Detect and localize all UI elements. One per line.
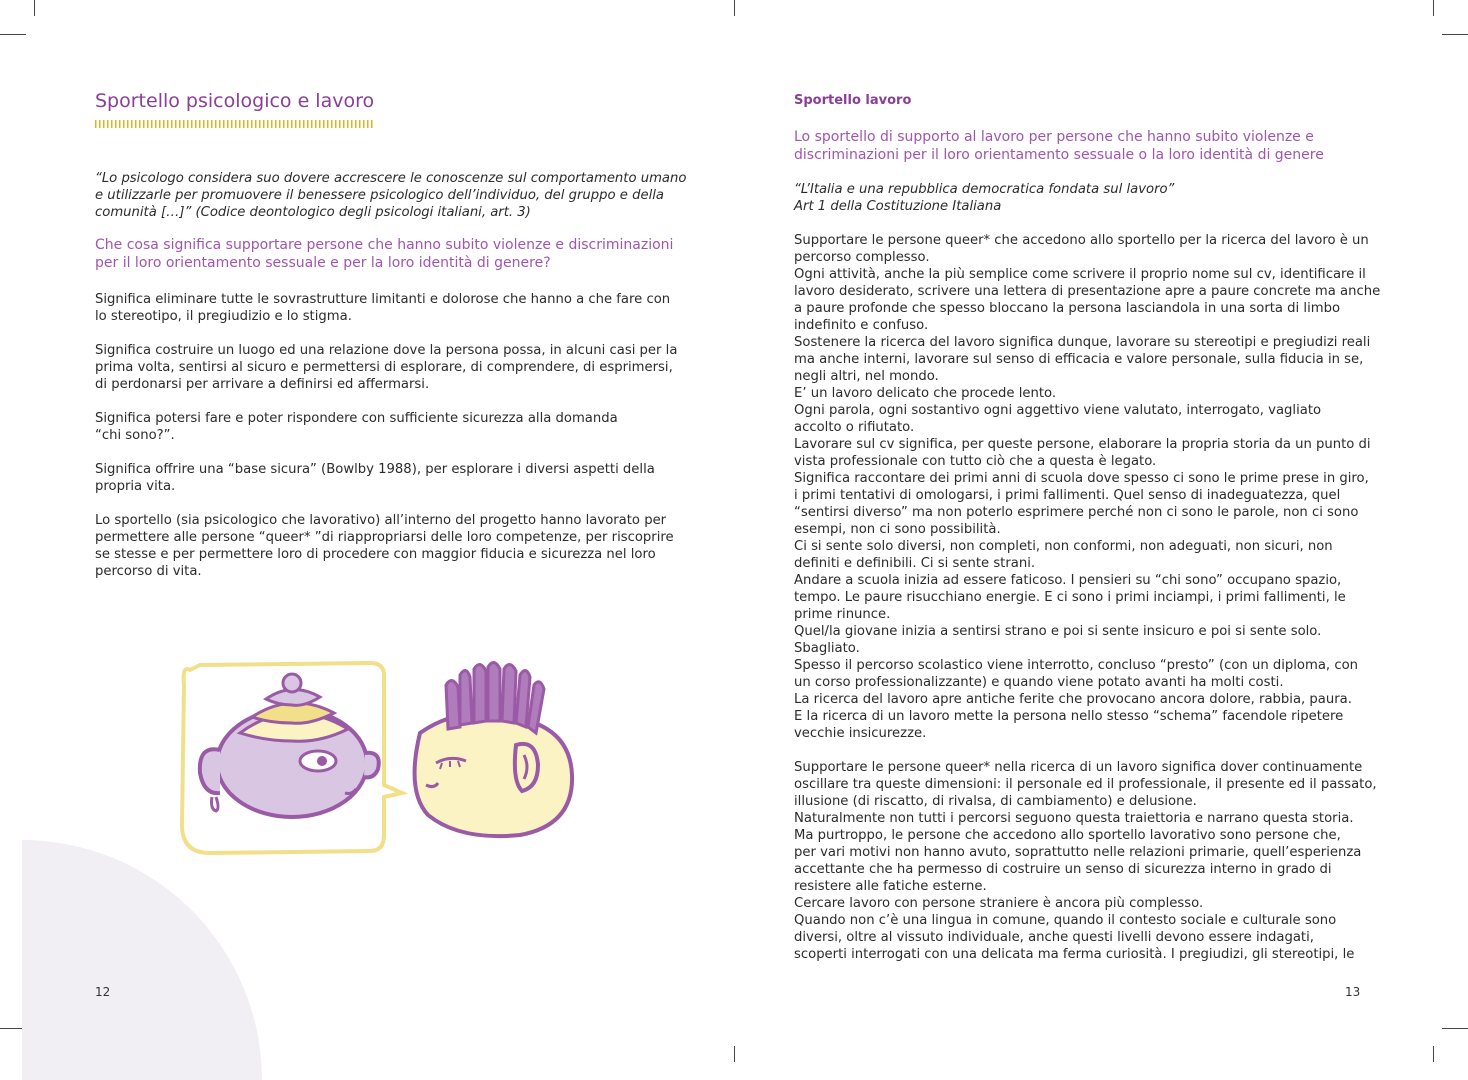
text-line: un corso professionalizzante) e quando viene potato avanti ha molti costi.: [794, 675, 1284, 690]
text-line: Ci si sente solo diversi, non completi, non conformi, non adeguati, non sicuri, non: [794, 539, 1333, 554]
page-number: 13: [1345, 985, 1361, 999]
epigraph: “L’Italia e una repubblica democratica fondata sul lavoro” Art 1 della Costituzione Italiana: [794, 182, 1175, 214]
text-line: ma anche interni, lavorare sul senso di efficacia e valore personale, sulla fiducia in se,: [794, 352, 1364, 367]
body-text-block-1: [794, 232, 1380, 742]
two-faces-illustration: [170, 655, 590, 865]
text-line: resistere alle fatiche esterne.: [794, 879, 987, 894]
paragraph: Significa costruire un luogo ed una relazione dove la persona possa, in alcuni casi per la prima volta, sentirsi al sicuro e permettersi di esplorare, di comprendere, di esprimersi, di perdonarsi per arrivare a definirsi ed affermarsi.: [95, 343, 678, 392]
section-heading: Lo sportello di supporto al lavoro per persone che hanno subito violenze e discriminazioni per il loro orientamento sessuale o la loro identità di genere: [794, 129, 1324, 163]
text-line: scoperti interrogati con una delicata ma ferma curiosità. I pregiudizi, gli stereotipi, le: [794, 947, 1355, 962]
text-line: a paure profonde che spesso bloccano la persona lasciandola in una sorta di limbo: [794, 301, 1341, 316]
text-line: esempi, non ci sono possibilità.: [794, 522, 1001, 537]
text-line: vista professionale con tutto ciò che a questa è legato.: [794, 454, 1157, 469]
decorative-blob: [22, 840, 262, 1080]
text-line: Sostenere la ricerca del lavoro significa dunque, lavorare su stereotipi e pregiudizi reali: [794, 335, 1371, 350]
text-line: percorso complesso.: [794, 250, 930, 265]
text-line: Significa raccontare dei primi anni di scuola dove spesso ci sono le prime prese in giro,: [794, 471, 1369, 486]
text-line: diversi, oltre al vissuto individuale, anche questi livelli devono essere indagati,: [794, 930, 1314, 945]
text-line: Supportare le persone queer* nella ricerca di un lavoro significa dover continuamente: [794, 760, 1363, 775]
text-line: Supportare le persone queer* che accedono allo sportello per la ricerca del lavoro è un: [794, 233, 1369, 248]
text-line: illusione (di riscatto, di rivalsa, di cambiamento) e delusione.: [794, 794, 1197, 809]
text-line: accolto o rifiutato.: [794, 420, 915, 435]
text-line: Quando non c’è una lingua in comune, quando il contesto sociale e culturale sono: [794, 913, 1337, 928]
left-ear: [200, 749, 220, 793]
text-line: tempo. Le paure risucchiano energie. E ci sono i primi inciampi, i primi fallimenti, le: [794, 590, 1346, 605]
text-line: Spesso il percorso scolastico viene interrotto, concluso “presto” (con un diploma, con: [794, 658, 1358, 673]
page-title: Sportello psicologico e lavoro: [95, 90, 375, 112]
text-line: Ma purtroppo, le persone che accedono allo sportello lavorativo sono persone che,: [794, 828, 1341, 843]
text-line: oscillare tra queste dimensioni: il personale ed il professionale, il presente ed il passato,: [794, 777, 1377, 792]
text-line: Ogni parola, ogni sostantivo ogni aggettivo viene valutato, interrogato, vagliato: [794, 403, 1322, 418]
paragraph: Significa offrire una “base sicura” (Bowlby 1988), per esplorare i diversi aspetti della propria vita.: [95, 462, 655, 494]
right-page: [734, 0, 1468, 1062]
hair-spike: [488, 662, 500, 721]
hair-spike: [474, 664, 486, 723]
title-underline-ruler: [95, 120, 375, 128]
section-label: Sportello lavoro: [794, 93, 912, 108]
hair-spike: [460, 670, 472, 725]
text-line: Sbagliato.: [794, 641, 860, 656]
text-line: Quel/la giovane inizia a sentirsi strano e poi si sente insicuro e poi si sente solo.: [794, 624, 1322, 639]
text-line: “sentirsi diverso” ma non poterlo esprimere perché non ci sono le parole, non ci sono: [794, 505, 1359, 520]
hair-spike: [502, 664, 516, 723]
page-number: 12: [95, 985, 111, 999]
text-line: lavoro desiderato, scrivere una lettera di presentazione apre a paure concrete ma anche: [794, 284, 1381, 299]
text-line: E la ricerca di un lavoro mette la persona nello stesso “schema” facendole ripetere: [794, 709, 1344, 724]
text-line: La ricerca del lavoro apre antiche ferite che provocano ancora dolore, rabbia, paura.: [794, 692, 1352, 707]
text-line: i primi tentativi di omologarsi, i primi fallimenti. Quel senso di inadeguatezza, quel: [794, 488, 1341, 503]
text-line: Lavorare sul cv significa, per queste persone, elaborare la propria storia da un punto di: [794, 437, 1371, 452]
right-face: [415, 713, 573, 836]
paragraph: Lo sportello (sia psicologico che lavorativo) all’interno del progetto hanno lavorato per permettere alle persone “queer* ”di riappropriarsi delle loro competenze, per riscoprire se stesse e per permettere loro di procedere con maggior fiducia e sicurezza nel loro percorso di vita.: [95, 513, 674, 579]
text-line: Andare a scuola inizia ad essere faticoso. I pensieri su “chi sono” occupano spazio,: [794, 573, 1342, 588]
hair-spike: [446, 680, 460, 729]
text-line: Naturalmente non tutti i percorsi seguono questa traiettoria e narrano questa storia.: [794, 811, 1354, 826]
text-line: indefinito e confuso.: [794, 318, 929, 333]
text-line: vecchie insicurezze.: [794, 726, 927, 741]
text-line: E’ un lavoro delicato che procede lento.: [794, 386, 1057, 401]
body-text-block-2: [794, 759, 1377, 963]
paragraph: Significa eliminare tutte le sovrastrutture limitanti e dolorose che hanno a che fare con lo stereotipo, il pregiudizio e lo stigma.: [95, 292, 671, 324]
paragraph: Significa potersi fare e poter rispondere con sufficiente sicurezza alla domanda “chi sono?”.: [95, 411, 618, 443]
text-line: Cercare lavoro con persone straniere è ancora più complesso.: [794, 896, 1204, 911]
left-page: [0, 0, 734, 1062]
hair: [446, 662, 544, 733]
text-line: prime rinunce.: [794, 607, 891, 622]
intro-quote: “Lo psicologo considera suo dovere accrescere le conoscenze sul comportamento umano e utilizzarle per promuovere il benessere psicologico dell’individuo, del gruppo e della comunità […]” (Codice deontologico degli psicologi italiani, art. 3): [95, 171, 687, 220]
pupil: [317, 756, 327, 766]
text-line: Ogni attività, anche la più semplice come scrivere il proprio nome sul cv, identificare il: [794, 267, 1366, 282]
turban-top: [283, 674, 301, 692]
question-heading: Che cosa significa supportare persone che hanno subito violenze e discriminazioni per il loro orientamento sessuale e per la loro identità di genere?: [95, 237, 674, 271]
text-line: accettante che ha permesso di costruire un senso di sicurezza interno in grado di: [794, 862, 1332, 877]
text-line: per vari motivi non hanno avuto, soprattutto nelle relazioni primarie, quell’esperienza: [794, 845, 1362, 860]
text-line: definiti e definibili. Ci si sente strani.: [794, 556, 1036, 571]
text-line: negli altri, nel mondo.: [794, 369, 939, 384]
left-face-ear-right: [364, 753, 379, 778]
